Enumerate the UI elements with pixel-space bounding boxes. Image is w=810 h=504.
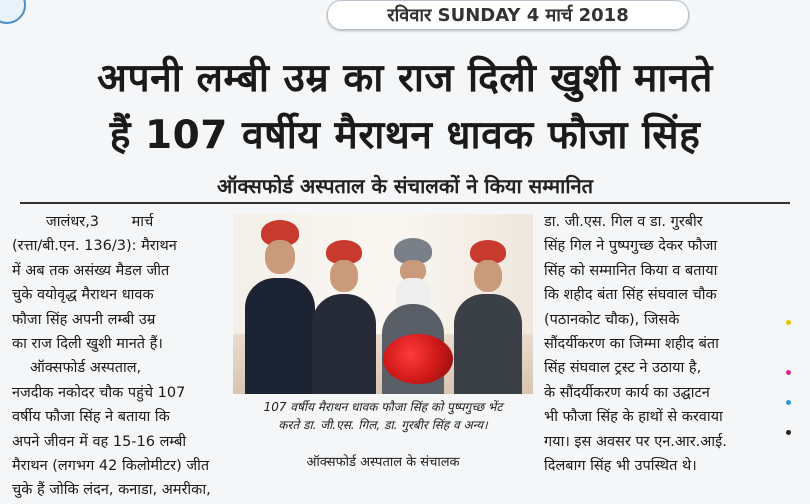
article-line: (रत्ता/बी.एन. 136/3): मैराथन — [12, 238, 177, 255]
article-line: अपने जीवन में वह 15-16 लम्बी — [12, 433, 187, 450]
dateline: रविवार SUNDAY 4 मार्च 2018 — [327, 0, 689, 30]
photo-credit: ऑक्सफोर्ड अस्पताल के संचालक — [306, 455, 460, 470]
article-line: का राज दिली खुशी मानते हैं। — [12, 336, 163, 353]
article-line: सिंह गिल ने पुष्पगुच्छ देकर फौजा — [544, 238, 718, 255]
headline-line-2: हैं 107 वर्षीय मैराथन धावक फौजा सिंह — [109, 113, 701, 158]
article-line: सिंह संघवाल ट्रस्ट ने उठाया है, — [544, 360, 702, 377]
article-line: सौंदर्यीकरण का जिम्मा शहीद बंता — [544, 336, 719, 353]
photo-person — [243, 214, 313, 394]
photo-caption — [233, 398, 533, 434]
article-line: नजदीक नकोदर चौक पहुंचे 107 — [12, 384, 186, 401]
registration-dot — [786, 370, 791, 375]
article-line: फौजा सिंह अपनी लम्बी उम्र — [12, 311, 156, 328]
subheadline: ऑक्सफोर्ड अस्पताल के संचालकों ने किया सम्मानित — [217, 174, 593, 198]
registration-dot — [786, 430, 791, 435]
article-line: डा. जी.एस. गिल व डा. गुरबीर — [544, 214, 703, 230]
article-line: में अब तक असंख्य मैडल जीत — [12, 262, 170, 279]
bouquet — [383, 334, 453, 384]
photo-caption-line-1: 107 वर्षीय मैराथन धावक फौजा सिंह को पुष्पगुच्छ भेंट — [263, 400, 503, 414]
article-line: दिलबाग सिंह भी उपस्थित थे। — [544, 458, 697, 475]
article-left-column — [12, 210, 230, 503]
article-line: चुके हैं जोकि लंदन, कनाडा, अमरीका, — [12, 482, 211, 499]
photo-person — [448, 234, 528, 394]
news-photo — [233, 214, 533, 394]
article-line: (पठानकोट चौक), जिसके — [544, 311, 680, 328]
page-corner-mark — [0, 0, 26, 24]
photo-person — [308, 234, 378, 394]
article-line: जालंधर,3 मार्च — [46, 214, 154, 230]
registration-marks — [786, 300, 796, 450]
registration-dot — [786, 400, 791, 405]
article-line: ऑक्सफोर्ड अस्पताल, — [30, 360, 142, 377]
article-line: सिंह को सम्मानित किया व बताया — [544, 262, 718, 279]
article-line: वर्षीय फौजा सिंह ने बताया कि — [12, 409, 170, 426]
photo-caption-line-2: करते डा. जी.एस. गिल, डा. गुरबीर सिंह व अन्य। — [278, 418, 488, 432]
headline — [0, 50, 810, 164]
article-line: गया। इस अवसर पर एन.आर.आई. — [544, 433, 727, 450]
article-line: के सौंदर्यीकरण कार्य का उद्घाटन — [544, 384, 710, 401]
headline-line-1: अपनी लम्बी उम्र का राज दिली खुशी मानते — [97, 56, 713, 101]
article-line: मैराथन (लगभग 42 किलोमीटर) जीत — [12, 458, 210, 475]
headline-rule — [20, 202, 790, 204]
article-line: भी फौजा सिंह के हाथों से करवाया — [544, 409, 723, 426]
article-line: कि शहीद बंता सिंह संघवाल चौक — [544, 287, 717, 304]
article-line: चुके वयोवृद्ध मैराथन धावक — [12, 287, 154, 304]
article-right-column — [544, 210, 774, 478]
registration-dot — [786, 320, 791, 325]
